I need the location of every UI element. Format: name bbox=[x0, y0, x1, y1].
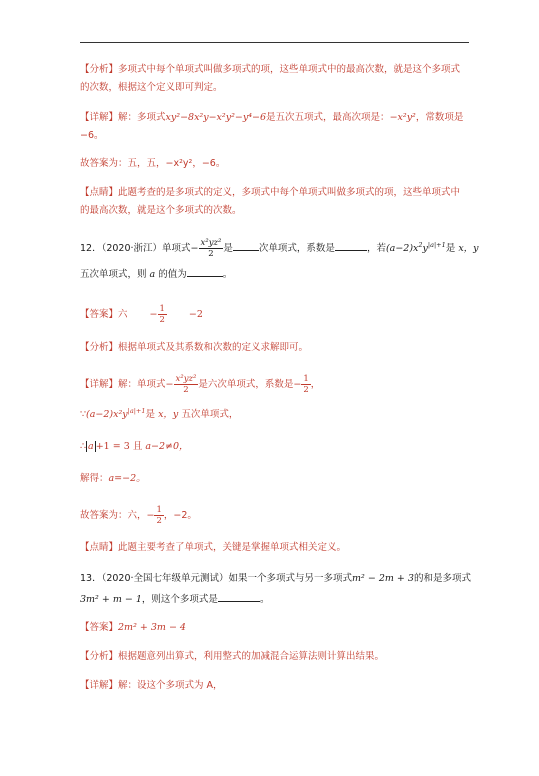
q13-question-line1 bbox=[80, 572, 471, 586]
polynomial-expr: xy²−8x²y−x²y²−y⁴−6 bbox=[165, 112, 267, 123]
text-is: 是 bbox=[223, 243, 233, 254]
question-number: 12．（2020·浙江）单项式 bbox=[80, 243, 191, 254]
text-and: 且 bbox=[132, 441, 143, 452]
expr-open: (a−2)x bbox=[385, 243, 419, 254]
polynomial-1: m² − 2m + 3 bbox=[352, 573, 414, 584]
q11-analysis-line1 bbox=[80, 63, 460, 77]
q11-detail-line1 bbox=[80, 111, 463, 125]
question-text-2: ，若 bbox=[366, 243, 386, 254]
detail-text: 解：多项式 bbox=[118, 112, 166, 123]
comment-tag: 【点睛】 bbox=[80, 542, 119, 553]
abs-a: a bbox=[88, 441, 94, 452]
final-text-post: ，−2。 bbox=[163, 510, 197, 521]
monomial-fraction bbox=[199, 238, 224, 259]
analysis-tag: 【分析】 bbox=[80, 651, 119, 662]
answer-2-sign: − bbox=[149, 309, 158, 320]
fraction-denominator: 2 bbox=[208, 249, 214, 259]
solve-label: 解得： bbox=[80, 473, 109, 484]
equation: +1 = 3 bbox=[95, 441, 130, 452]
polynomial-2: 3m² + m − 1 bbox=[80, 594, 142, 605]
q11-comment-line2: 的最高次数，就是这个多项式的次数。 bbox=[80, 205, 242, 216]
answer-2-num: 1 bbox=[159, 304, 165, 314]
comment-tag: 【点睛】 bbox=[80, 187, 119, 198]
xy-label: x，y bbox=[458, 243, 479, 254]
final-text: 故答案为：六， bbox=[80, 510, 147, 521]
analysis-tag: 【分析】 bbox=[80, 342, 119, 353]
answer-2-fraction bbox=[158, 304, 167, 325]
analysis-text: 多项式中每个单项式叫做多项式的项，这些单项式中的最高次数，就是这个多项式 bbox=[118, 64, 461, 75]
q12-question-line2 bbox=[80, 266, 232, 282]
answer-tag: 【答案】 bbox=[80, 622, 119, 633]
header-rule bbox=[80, 42, 469, 43]
q12-solve-line bbox=[80, 472, 146, 486]
q12-final-line: 故答案为：六，− $\frac{1}{2}$ ，−2。 bbox=[80, 505, 197, 526]
comma: ， bbox=[310, 379, 321, 390]
q11-detail-line2: −6。 bbox=[80, 130, 104, 141]
q13-answer-line bbox=[80, 621, 186, 635]
expr-exponent: |a|+1 bbox=[427, 241, 446, 249]
detail-text-post: ，常数项是 bbox=[415, 112, 464, 123]
expr-y: y bbox=[422, 243, 428, 254]
answer-blank bbox=[218, 591, 260, 602]
detail-frac-num: x²yz² bbox=[175, 374, 197, 384]
xy-label: x，y bbox=[158, 409, 179, 420]
detail-text: 解：单项式 bbox=[118, 379, 166, 390]
minus-sign: − bbox=[190, 243, 199, 254]
detail-fraction bbox=[174, 374, 199, 395]
answer-3: −2 bbox=[188, 309, 203, 320]
solve-value: a=−2。 bbox=[108, 473, 146, 484]
q13-analysis-line bbox=[80, 650, 384, 664]
q12-because-line bbox=[80, 408, 238, 422]
detail-frac-den: 2 bbox=[183, 385, 189, 395]
inequality: a−2≠0， bbox=[145, 441, 189, 452]
q12-detail-line bbox=[80, 374, 320, 395]
detail-tag: 【详解】 bbox=[80, 379, 119, 390]
answer-1: 六 bbox=[118, 309, 128, 320]
because-expr: (a−2)x²y bbox=[86, 409, 128, 420]
question-text-3: ，则这个多项式是 bbox=[141, 594, 218, 605]
coef-sign: − bbox=[293, 379, 302, 390]
text-is-of: 是 bbox=[445, 243, 456, 254]
coef-den: 2 bbox=[303, 385, 309, 395]
comment-text: 此题考查的是多项式的定义，多项式中每个单项式叫做多项式的项，这些单项式中 bbox=[118, 187, 461, 198]
coef-num: 1 bbox=[303, 374, 309, 384]
therefore-symbol: ∴ bbox=[80, 441, 87, 452]
final-den: 2 bbox=[156, 516, 162, 526]
because-symbol: ∵ bbox=[80, 409, 87, 420]
comment-text: 此题主要考查了单项式，关键是掌握单项式相关定义。 bbox=[118, 542, 347, 553]
because-exponent: |a|+1 bbox=[127, 407, 146, 415]
var-a: a bbox=[149, 269, 156, 280]
q12-therefore-line bbox=[80, 440, 189, 454]
detail-text-mid: 是六次单项式，系数是 bbox=[198, 379, 294, 390]
final-num: 1 bbox=[156, 505, 162, 515]
fraction-numerator: x²yz² bbox=[200, 238, 222, 248]
q13-detail-line bbox=[80, 679, 223, 693]
question-text: 次单项式，系数是 bbox=[258, 243, 335, 254]
period: 。 bbox=[222, 269, 233, 280]
analysis-tag: 【分析】 bbox=[80, 64, 119, 75]
q12-answer-line bbox=[80, 304, 203, 325]
detail-text-mid: 是五次五项式，最高次项是： bbox=[266, 112, 390, 123]
q13-question-line2 bbox=[80, 591, 269, 607]
detail-text: 解：设这个多项式为 A， bbox=[118, 680, 223, 691]
period: 。 bbox=[259, 594, 270, 605]
highest-term: −x²y² bbox=[389, 112, 416, 123]
q12-analysis-line bbox=[80, 341, 308, 355]
question-text-2: 的和是多项式 bbox=[413, 573, 471, 584]
question-text: 13．（2020·全国七年级单元测试）如果一个多项式与另一多项式 bbox=[80, 573, 353, 584]
answer-2-den: 2 bbox=[159, 315, 165, 325]
q12-comment-line bbox=[80, 541, 346, 555]
minus-sign: − bbox=[165, 379, 174, 390]
q12-question-line1: 12．（2020·浙江）单项式− $\frac{\text{x²yz²}}{2}$ 是 次单项式，系数是 ，若$(a-2)x^2y^{|a|+1}$是 x，y bbox=[80, 238, 479, 259]
question-text-3: 五次单项式，则 bbox=[80, 269, 147, 280]
detail-tag: 【详解】 bbox=[80, 680, 119, 691]
analysis-text: 根据题意列出算式，利用整式的加减混合运算法则计算出结果。 bbox=[118, 651, 385, 662]
q11-answer-line: 故答案为：五，五，−x²y²，−6。 bbox=[80, 158, 226, 169]
answer-blank-2 bbox=[335, 240, 367, 251]
analysis-text: 根据单项式及其系数和次数的定义求解即可。 bbox=[118, 342, 309, 353]
answer-blank-3 bbox=[187, 266, 223, 277]
answer-tag: 【答案】 bbox=[80, 309, 119, 320]
q11-analysis-line2: 的次数，根据这个定义即可判定。 bbox=[80, 82, 223, 93]
detail-tag: 【详解】 bbox=[80, 112, 119, 123]
because-end: 五次单项式， bbox=[181, 409, 239, 420]
answer-blank-1 bbox=[233, 240, 259, 251]
text-is: 是 bbox=[145, 409, 156, 420]
coef-fraction bbox=[301, 374, 310, 395]
answer-value: 2m² + 3m − 4 bbox=[118, 622, 186, 633]
final-fraction bbox=[154, 505, 163, 526]
question-text-4: 的值为 bbox=[158, 269, 187, 280]
q11-comment-line1 bbox=[80, 186, 460, 200]
